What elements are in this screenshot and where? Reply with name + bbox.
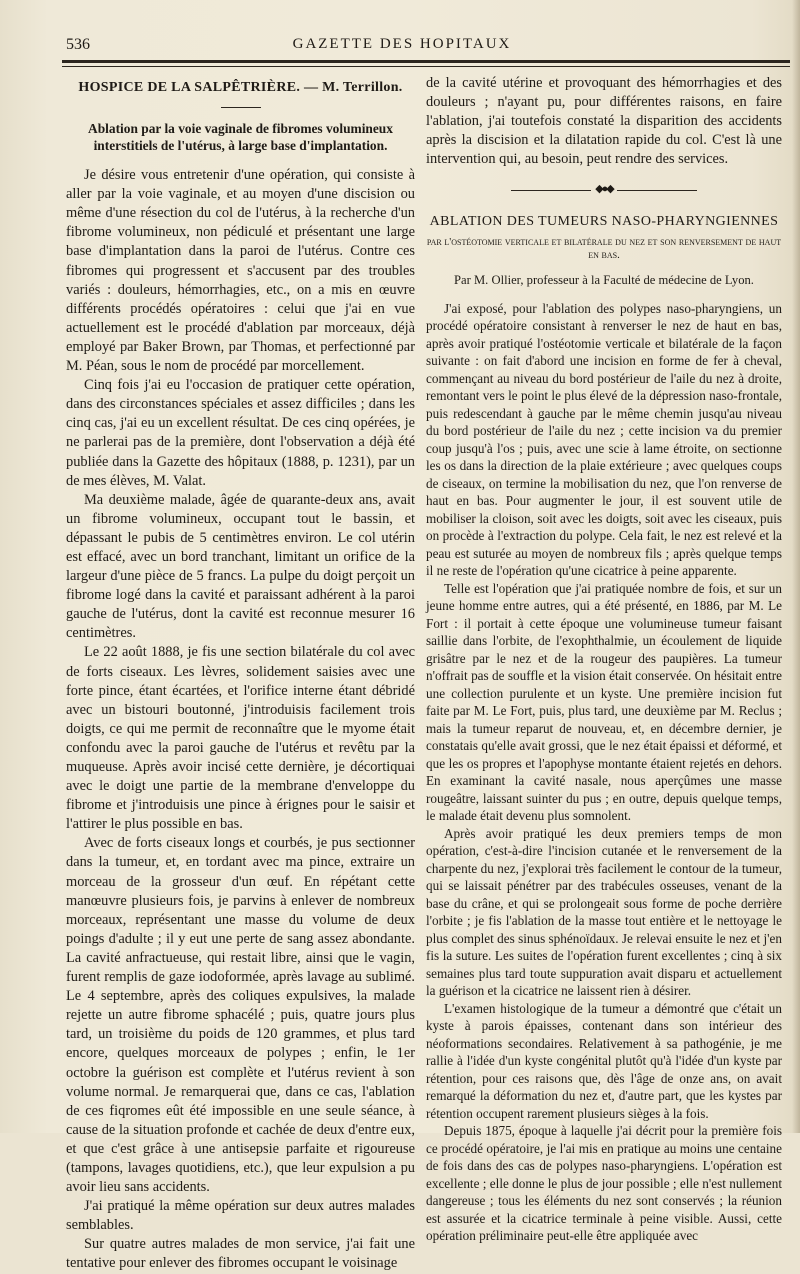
article-title: Ablation par la voie vaginale de fibromes volumineux interstitiels de l'utérus, à large base d'implantation.: [88, 121, 393, 154]
paragraph: Sur quatre autres malades de mon service, j'ai fait une tentative pour enlever des fibromes occupant le voisinage: [66, 1236, 415, 1272]
section-divider: [221, 107, 261, 108]
header-rule-thin: [62, 66, 790, 67]
paragraph: Avec de forts ciseaux longs et courbés, je pus sectionner dans la tumeur, et, en tordant avec ma pince, extraire un morceau de la grosseur d'un œuf. En répétant cette manœuvre plusieurs fois, je parvins à enlever de nombreux morceaux, représentant une masse du volume de deux poings d'adulte ; il y eut une perte de sang assez abondante. La cavité anfractueuse, qui restait libre, ainsi que le vagin, furent remplis de gaze iodoformée, après lavage au sublimé. Le 4 septembre, après des coliques expulsives, la malade rejette un autre fibrome sphacélé ; puis, quatre jours plus tard, un troisième du poids de 120 grammes, et plus tard encore, quelques morceaux de polypes ; enfin, le 1er octobre la guérison est complète et l'utérus revient à son volume normal. Je remarquerai que, dans ce cas, l'ablation de ces fiqromes eût été impossible en une seule séance, à cause de la situation profonde et cachée de deux d'entre eux, et que c'est grâce à une antisepsie parfaite et rigoureuse (tampons, lavages quotidiens, etc.), que leur expulsion a pu avoir lieu sans accidents.: [66, 835, 415, 1196]
left-column: [66, 74, 415, 1274]
continuation-paragraph: de la cavité utérine et provoquant des hémorrhagies et des douleurs ; n'ayant pu, pour différentes raisons, en faire l'ablation, j'ai toutefois constaté la disparition des accidents après la discision et la dilatation rapide du col. C'est là une intervention qui, au besoin, peut rendre des services.: [426, 75, 782, 168]
paragraph: Depuis 1875, époque à laquelle j'ai décrit pour la première fois ce procédé opératoire, je l'ai mis en pratique au moins une centaine de fois dans des cas de polypes naso-pharyngiens. L'opération est excellente ; elle donne le plus de jour possible ; elle n'est nullement dangereuse ; tous les éléments du nez sont conservés ; la réunion est assurée et la cicatrice terminale à peine visible. Aussi, cette opération préliminaire peut-elle être appliquée avec: [426, 1123, 782, 1244]
paragraph: L'examen histologique de la tumeur a démontré que c'était un kyste à parois épaisses, contenant dans son intérieur des néoformations secondaires. Relativement à sa pathogénie, je me rallie à l'idée d'un kyste congénital plutôt qu'à l'idée d'un kyste par rétention, pour ces raisons que, dès l'âge de onze ans, on avait remarqué la déformation du nez et, d'autre part, que les kystes par rétention occupent rarement plusieurs sièges à la fois.: [426, 1000, 782, 1121]
paragraph: Telle est l'opération que j'ai pratiquée nombre de fois, et sur un jeune homme entre autres, qui a été présenté, en 1886, par M. Le Fort : il portait à cette époque une volumineuse tumeur faisant saillie dans l'orbite, de l'exophthalmie, un écoulement de liquide grisâtre par le nez et de la rougeur des paupières. La tumeur n'offrait pas de souffle et la vision était conservée. On hésitait entre une collection purulente et un kyste. Une première incision fut faite par M. Le Fort, puis, plus tard, une deuxième par M. Reclus ; mais la tumeur reparut de nouveau, et, en décembre dernier, je constatais qu'elle avait grossi, que le nez était épaissi et déformé, et que les os propres et l'apophyse montante étaient rejetés en dehors. En examinant la cavité nasale, nous aperçûmes une masse rougeâtre, laissant suinter du pus ; en outre, depuis quelque temps, le malade était devenu plus somnolent.: [426, 580, 782, 824]
header-rule-thick: [62, 60, 790, 63]
paragraph: Cinq fois j'ai eu l'occasion de pratiquer cette opération, dans des circonstances spéciales et assez difficiles ; dans les cinq cas, j'ai eu un excellent résultat. De ces cinq opérées, je ne parlerai pas de la première, dont l'observation a déjà été publiée dans la Gazette des hôpitaux (1888, p. 1231), par un de mes élèves, M. Valat.: [66, 377, 415, 489]
section-heading: HOSPICE DE LA SALPÊTRIÈRE. — M. Terrillon.: [78, 80, 403, 95]
page-number: 536: [66, 36, 90, 53]
ornament-icon: ◆●◆: [595, 183, 613, 196]
paragraph: Je désire vous entretenir d'une opération, qui consiste à aller par la voie vaginale, et au moyen d'une discision ou même d'une résection du col de l'utérus, à la recherche d'un fibrome volumineux, non pédiculé et présentant une large base d'implantation dans la paroi de l'utérus. Contre ces fibromes qui progressent et s'accusent par des troubles variés : douleurs, hémorrhagies, etc., on a mis en œuvre différents procédés opératoires : celui que j'ai en vue actuellement est le procédé d'ablation par morceaux, déjà employé par Baker Brown, par Thomas, et perfectionné par M. Péan, sous le nom de procédé par morcellement.: [66, 167, 415, 375]
running-title: GAZETTE DES HOPITAUX: [292, 36, 512, 52]
right-column: [426, 74, 782, 1245]
paragraph: J'ai pratiqué la même opération sur deux autres malades semblables.: [66, 1198, 415, 1234]
page-binding-shadow: [792, 0, 800, 1133]
author-line: Par M. Ollier, professeur à la Faculté de médecine de Lyon.: [454, 273, 754, 288]
paragraph: Le 22 août 1888, je fis une section bilatérale du col avec de forts ciseaux. Les lèvres, solidement saisies avec une forte pince, étant écartées, et l'orifice interne étant débridé avec un bistouri boutonné, j'introduisis facilement trois doigts, ce qui me permit de reconnaître que le myome était confondu avec la paroi gauche de l'utérus et revêtu par la muqueuse. Après avoir incisé cette dernière, je décortiquai avec le doigt une partie de la membrane d'enveloppe du fibrome et j'introduisis une pince à érignes pour le saisir et l'attirer le plus possible en bas.: [66, 644, 415, 833]
ornament-line-right: [617, 190, 697, 191]
ornament-divider: [426, 181, 782, 199]
page-header: [62, 36, 742, 58]
paragraph: Après avoir pratiqué les deux premiers temps de mon opération, c'est-à-dire l'incision cutanée et le renversement de la charpente du nez, j'explorai très facilement le contour de la tumeur, qui se laissait pénétrer par des trabécules osseuses, venant de la base du crâne, et qui se prolongeait sous forme de poche derrière l'orbite ; je fis l'ablation de la masse tout entière et le nettoyage le plus complet des sinus sphénoïdaux. Je relevai ensuite le nez et j'en fis la suture. Les suites de l'opération furent excellentes ; cinq à six semaines plus tard toute suppuration avait disparu et actuellement la guérison et la cicatrice ne laissent rien à désirer.: [426, 825, 782, 999]
paragraph: Ma deuxième malade, âgée de quarante-deux ans, avait un fibrome volumineux, occupant tout le bassin, et dépassant le pubis de 5 centimètres environ. Le col utérin est effacé, avec un bord tranchant, limitant un orifice de la largeur d'une pièce de 5 francs. La pulpe du doigt perçoit un fibrome logé dans la cavité et paraissant adhérent à la paroi gauche de l'utérus, dont la cavité est reconnue mesurer 16 centimètres.: [66, 491, 415, 642]
article-subtitle: par l'ostéotomie verticale et bilatérale du nez et son renversement de haut en bas.: [426, 236, 782, 262]
article-title: ABLATION DES TUMEURS NASO-PHARYNGIENNES: [429, 213, 779, 229]
ornament-line-left: [511, 190, 591, 191]
paragraph: J'ai exposé, pour l'ablation des polypes naso-pharyngiens, un procédé opératoire consistant à renverser le nez de haut en bas, après avoir pratiqué l'ostéotomie verticale et bilatérale de la façon suivante : on fait d'abord une incision en forme de fer à cheval, commençant au niveau du bord postérieur de l'aile du nez à droite, remontant vers le point le plus élevé de la dépression naso-frontale, puis redescendant à gauche par le même chemin jusqu'au niveau du bord postérieur de l'aile du nez ; cette incision va du premier coup jusqu'à l'os ; puis, avec une scie à lame étroite, on sectionne les os dans la direction de la plaie extérieure ; avec quelques coups de ciseaux, on termine la mobilisation du nez, que l'on renverse de haut en bas. Pour augmenter le jour, il est souvent utile de mobiliser la cloison, soit avec les doigts, soit avec les ciseaux, puis on procède à l'extraction du polype. Cela fait, le nez est relevé et la peau est suturée au moyen de nombreux fils ; après quelque temps il ne reste de l'opération qu'une cicatrice à peine apparente.: [426, 300, 782, 579]
